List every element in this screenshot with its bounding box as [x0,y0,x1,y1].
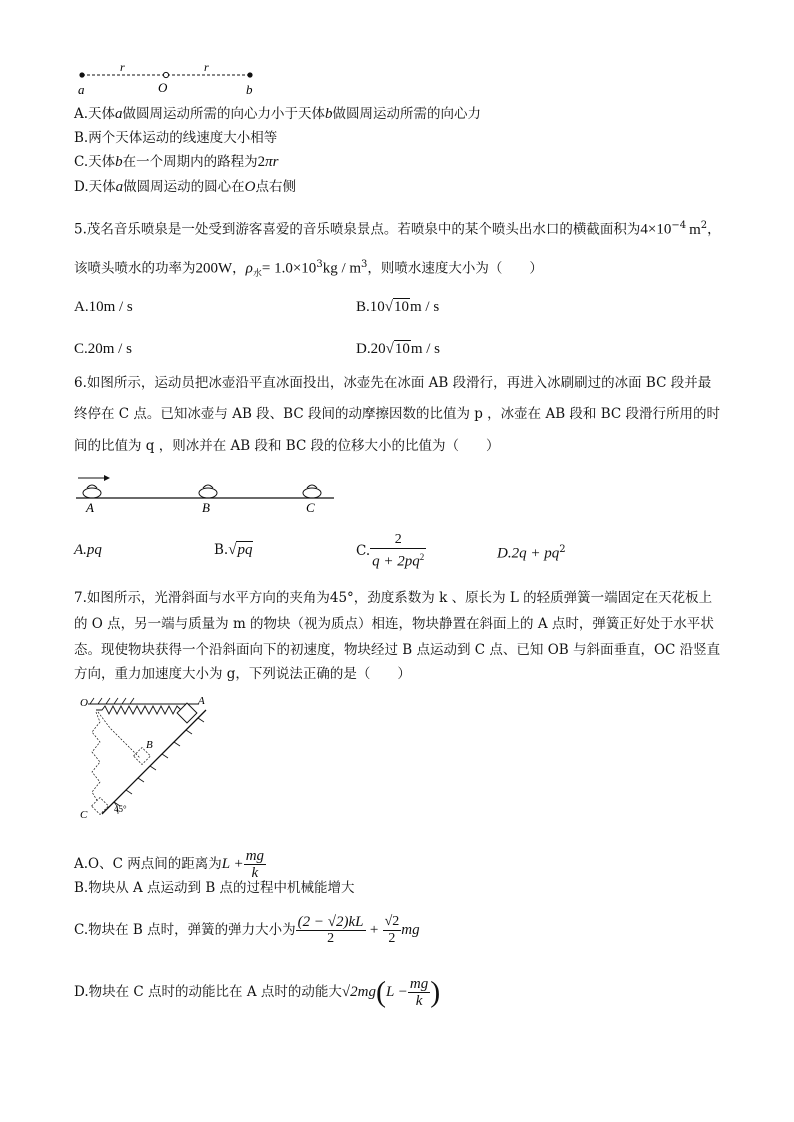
q7-stem-line1: 7.如图所示，光滑斜面与水平方向的夹角为45°，劲度系数为 k 、原长为 L 的轻质弹簧一端固定在天花板上 [74,590,713,606]
q5-option-d: D.20√10m / s [356,341,441,357]
label-a: a [78,82,85,97]
label-O: O [80,697,88,709]
curling-stone-c [303,485,321,498]
q7-stem-line3: 态。现使物块获得一个沿斜面向下的初速度，物块经过 B 点运动到 C 点、已知 OB 与斜面垂直，OC 沿竖直 [74,642,721,658]
point-a-label: A [86,500,94,515]
incline [102,710,206,814]
label-A: A [198,695,205,707]
q7-stem-line2: 的 O 点，另一端与质量为 m 的物块（视为质点）相连，物块静置在斜面上的 A 点时，弹簧正好处于水平状 [74,616,714,632]
q6-option-c: C. $\frac{2}{q + 2pq^2}$ [356,532,425,570]
q4-option-c: C.天体b在一个周期内的路程为2πr [74,154,279,170]
q5-option-a: A.10m / s [74,299,133,315]
q5-stem-line2: 该喷头喷水的功率为200W，$\rho_水= 1.0\times 10^3kg / m^3$，则喷水速度大小为（ ） [74,259,543,280]
q7-stem-line4: 方向，重力加速度大小为 g，下列说法正确的是（ ） [74,666,411,682]
q6-stem-line2: 终停在 C 点。已知冰壶与 AB 段、BC 段间的动摩擦因数的比值为 p ，冰壶在 AB 段和 BC 段滑行所用的时 [74,406,721,422]
q6-stem-line3: 间的比值为 q ，则冰并在 AB 段和 BC 段的位移大小的比值为（ ） [74,438,500,454]
q7-option-a: A.O、C 两点间的距离为L + $\frac{mg}{k}$ [74,848,265,881]
q5-option-b: B.10√10m / s [356,299,440,315]
q6-option-a: A.pq [74,542,102,558]
q4-option-b: B.两个天体运动的线速度大小相等 [74,130,278,146]
point-c-label: C [306,500,315,515]
q6-stem-line1: 6.如图所示，运动员把冰壶沿平直冰面投出，冰壶先在冰面 AB 段滑行，再进入冰刷刷过的冰面 BC 段并最 [74,375,712,391]
orbit-figure [70,62,270,100]
block-a [177,703,197,723]
q7-option-d: D.物块在 C 点时的动能比在 A 点时的动能大√2mg(L − $\frac{mg}{k}$ ) [74,975,441,1009]
q6-option-b: B.√pq [214,542,253,558]
incline-spring-figure [74,690,224,830]
label-b: b [246,82,253,97]
label-r-left: r [120,62,125,74]
q4-option-a: A.天体a做圆周运动所需的向心力小于天体b做圆周运动所需的向心力 [74,106,482,122]
q6-option-d: $D.2q + pq^2$ [497,544,566,562]
curling-stone-a [83,485,101,498]
q5-stem-line1: 5.茂名音乐喷泉是一处受到游客喜爱的音乐喷泉景点。若喷泉中的某个喷头出水口的横截面积为$4\times 10^{-4}$ $m^2$， [74,220,721,238]
spring-horizontal [96,706,186,714]
q7-option-b: B.物块从 A 点运动到 B 点的过程中机械能增大 [74,880,355,896]
angle-label: 45° [114,804,127,814]
label-r-right: r [204,62,209,74]
point-b-label: B [202,500,210,515]
label-C: C [80,809,88,821]
curling-stone-b [199,485,217,498]
curling-figure [70,470,350,516]
q7-option-c: C.物块在 B 点时，弹簧的弹力大小为 $\frac{(2 - √2)kL}{2}$ + $\frac{√2}{2}$ mg [74,914,420,946]
label-O: O [158,80,168,95]
q4-option-d: D.天体a做圆周运动的圆心在O点右侧 [74,179,296,195]
q5-option-c: C.20m / s [74,341,132,357]
label-B: B [146,739,153,751]
